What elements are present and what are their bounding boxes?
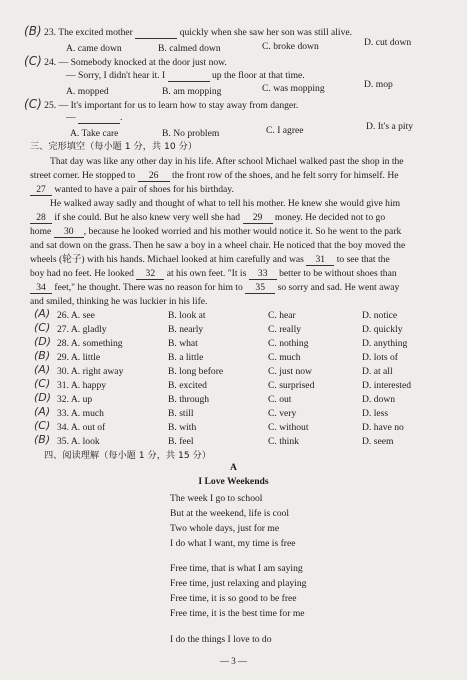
blank-29: 29 (243, 212, 273, 224)
answer-blank (78, 112, 120, 124)
passage-line: wheels (轮子) with his hands. Michael looked at him carefully and was 31 to see that the (30, 254, 390, 265)
poem-line: Two whole days, just for me (170, 523, 280, 534)
poem-line: But at the weekend, life is cool (170, 508, 290, 519)
poem-line: The week I go to school (170, 493, 263, 504)
blank-27: 27 (30, 184, 52, 196)
blank-30: 30 (54, 226, 84, 238)
handwritten-answer: (C) (24, 97, 42, 111)
question-23: (B) 23. The excited mother quickly when she saw her son was still alive. (24, 24, 353, 38)
part-label: A (230, 462, 237, 473)
passage-line: boy had no feet. He looked 32 at his own feet. "It is 33 better to be without shoes than (30, 268, 397, 279)
blank-33: 33 (249, 268, 277, 280)
answer-blank (135, 27, 177, 39)
option-b: B. calmed down (158, 43, 221, 54)
passage-line: street corner. He stopped to 26 the front row of the shoes, and he felt sorry for himself. He (30, 170, 399, 181)
option-a: A. Take care (70, 128, 119, 139)
handwritten-answer: (B) (24, 24, 42, 38)
option-d: D. It's a pity (366, 121, 414, 132)
page-number: — 3 — (220, 656, 247, 666)
blank-32: 32 (136, 268, 164, 280)
option-a: A. came down (66, 43, 122, 54)
question-24: (C) 24. — Somebody knocked at the door just now. (24, 54, 227, 68)
poem-title: I Love Weekends (198, 476, 269, 487)
question-25-line2: — . (66, 112, 123, 123)
blank-28: 28 (30, 212, 52, 224)
blank-26: 26 (138, 170, 170, 182)
passage-line: 34 feet," he thought. There was no reason for him to 35 so sorry and sad. He went away (30, 282, 399, 294)
passage-line: and sat down on the grass. Then he saw a boy in a wheel chair. He noticed that the boy moved the (30, 240, 406, 251)
exam-page: (B) 23. The excited mother quickly when she saw her son was still alive. A. came down B. calmed down C. broke down D. cut down (C) 24. — Somebody knocked at the door just now. — Sorry, I didn't hear it. I up the floor at that time. A. mopped B. am mopping C. was mopping D. mop (C) 25. — It's important for us to learn how to stay away from danger. — . A. Take care B. No problem C. I agree D. It's a pity 三、完形填空（每小题 1 分，共 10 分） That day was like any other day in his life. After school Michael walked past the shop in the street corner. He stopped to 26 the front row of the shoes, and he felt sorry for himself. He 27 wanted to have a pair of shoes for his birthday. He walked away sadly and thought of what to tell his mother. He knew she would give him 28 if she could. But he also knew very well she had 29 money. He decided not to go home 30 , because he looked worried and his mother would notice it. So he went to the park and sat down on the grass. Then he saw a boy in a wheel chair. He noticed that the boy moved the wheels (轮子) with his hands. Michael looked at him carefully and was 31 to see that the boy had no feet. He looked 32 at his own feet. "It is 33 better to be without shoes than 34 feet," he thought. There was no reason for him to 35 so sorry and sad. He went away and smiled, thinking he was luckier in his life. (A) 26. A. see B. look at C. hear D. notice (C) 27. A. gladly B. nearly C. really D. quickly (D) 28. A. something B. what C. nothing D. anything (B) 29. A. little B. a little C. much D. lots of (A) 30. A. right away B. long before C. just now D. at all (C) 31. A. happy B. excited C. surprised D. interested (D) 32. A. up B. through C. out D. down (A) 33. A. much B. still C. very D. less (C) 34. A. out of B. with C. without D. have no (B) 35. A. look B. feel C. think D. seem 四、阅读理解（每小题 1 分，共 15 分） A I Love Weekends The week I go to school But at the weekend, life is cool Two whole days, just for me I do what I want, my time is free Free time, that is what I am saying Free time, just relaxing and playing Free time, it is so good to be free Free time, it is the best time for me I do the things I love to do — 3 — (0, 0, 467, 680)
passage-line: and smiled, thinking he was luckier in his life. (30, 296, 208, 307)
poem-line: Free time, it is the best time for me (170, 608, 305, 619)
blank-35: 35 (245, 282, 275, 294)
question-24-line2: — Sorry, I didn't hear it. I up the floor at that time. (66, 70, 305, 81)
option-d: D. cut down (364, 37, 412, 48)
option-c: C. was mopping (262, 83, 325, 94)
poem-line: I do the things I love to do (170, 634, 272, 645)
poem-line: I do what I want, my time is free (170, 538, 296, 549)
option-d: D. mop (364, 79, 393, 90)
option-b: B. No problem (162, 128, 220, 139)
section-4-heading: 四、阅读理解（每小题 1 分，共 15 分） (44, 450, 212, 461)
option-a: A. mopped (66, 86, 109, 97)
passage-line: 27 wanted to have a pair of shoes for his birthday. (30, 184, 234, 196)
blank-34: 34 (30, 282, 52, 294)
passage-line: That day was like any other day in his life. After school Michael walked past the shop in the (50, 156, 404, 167)
answer-blank (168, 70, 210, 82)
option-b: B. am mopping (162, 86, 222, 97)
poem-line: Free time, it is so good to be free (170, 593, 297, 604)
option-c: C. I agree (266, 125, 304, 136)
section-3-heading: 三、完形填空（每小题 1 分，共 10 分） (30, 141, 198, 152)
passage-line: He walked away sadly and thought of what to tell his mother. He knew she would give him (50, 198, 401, 209)
option-c: C. broke down (262, 41, 319, 52)
passage-line: 28 if she could. But he also knew very well she had 29 money. He decided not to go (30, 212, 385, 224)
handwritten-answer: (C) (24, 54, 42, 68)
poem-line: Free time, just relaxing and playing (170, 578, 307, 589)
question-25: (C) 25. — It's important for us to learn how to stay away from danger. (24, 97, 299, 111)
poem-line: Free time, that is what I am saying (170, 563, 303, 574)
passage-line: home 30 , because he looked worried and his mother would notice it. So he went to the park (30, 226, 402, 237)
blank-31: 31 (306, 254, 334, 266)
